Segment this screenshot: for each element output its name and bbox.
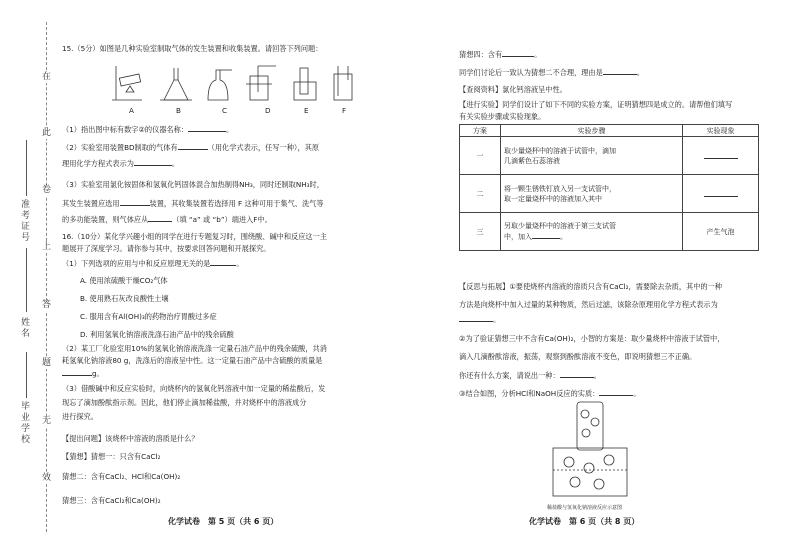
q15-2a: （2）实验室用装置BD制取的气体有 （用化学式表示，任写一种），其原: [62, 143, 320, 152]
q15-3a: （3）实验室用氯化铵固体和氢氧化钙固体混合加热制得NH₃，同时还制取NH₃时，: [62, 180, 324, 189]
q16-2c: g。: [62, 368, 104, 378]
q16-option-c: C. 服用含有Al(OH)₃的药物治疗胃酸过多症: [80, 312, 217, 321]
right-page: [397, 0, 794, 560]
discussion: 同学们讨论后一致认为猜想二不合理，理由是 。: [459, 68, 644, 77]
table-header: 方案: [460, 125, 501, 137]
q16-3c: 进行探究。: [62, 412, 98, 421]
result-cell: 产生气泡: [683, 213, 759, 251]
q15-2c: 理用化学方程式表示为 。: [62, 159, 180, 168]
q16-option-b: B. 使用熟石灰改良酸性土壤: [80, 294, 169, 303]
page-footer: 化学试卷 第 5 页（共 6 页）: [168, 517, 279, 526]
binding-char: 在: [41, 72, 51, 82]
steps-line: 将一颗生锈铁钉放入另一支试管中，: [504, 184, 616, 193]
binding-char: 上: [41, 242, 51, 252]
apparatus-label-f: F: [342, 106, 347, 115]
binding-char: 卷: [41, 185, 51, 195]
binding-char: 效: [41, 473, 51, 483]
reflect-d: 滴入几滴酚酞溶液，振荡，观察到酚酞溶液不变色，即说明猜想三不正确。: [459, 352, 697, 361]
binding-char: 题: [41, 358, 51, 368]
experiment-a: 【进行实验】同学们设计了如下不同的实验方案，证明猜想四是成立的。请帮他们填写: [459, 100, 733, 109]
page-footer: 化学试卷 第 6 页（共 8 页）: [529, 517, 640, 526]
guess-two: 猜想二：含有CaCl₂、HCl和Ca(OH)₂: [62, 472, 181, 481]
q15-3b: 其发生装置应选用 装置，其收集装置若选择用 F 这种可用于集气、洗气等: [62, 199, 324, 208]
apparatus-figure: [108, 62, 360, 106]
name-field[interactable]: [26, 248, 27, 312]
school-label: 毕业学校: [20, 402, 30, 445]
exam-id-label: 准考证号: [20, 200, 30, 243]
plan-cell: 三: [460, 213, 501, 251]
table-row: [460, 175, 759, 213]
table-header: 实验现象: [683, 125, 759, 137]
table-header: 实验步骤: [501, 125, 683, 137]
apparatus-label-d: D: [265, 106, 271, 115]
q15-3d: 的多功能装置，则气体应从 （填 “a” 或 “b”）端进入F中。: [62, 215, 272, 224]
q16-stem-a: 16.（10分）某化学兴趣小组的同学在进行专题复习时，围绕酸、碱中和反应这一主: [62, 232, 327, 241]
q15-1: （1）指出图中标有数字②的仪器名称： 。: [62, 125, 234, 134]
binding-char: 无: [41, 416, 51, 426]
binding-margin: [0, 0, 58, 560]
table-header-row: [460, 125, 759, 137]
steps-line: 另取少量烧杯中的溶液于第三支试管: [504, 222, 616, 230]
apparatus-label-c: C: [222, 106, 228, 115]
q16-3b: 现忘了滴加酚酞指示剂。因此，他们停止滴加稀盐酸，并对烧杯中的溶液成分: [62, 398, 307, 407]
reflect-e: 你还有什么方案，请说出一种： 。: [459, 371, 601, 380]
reflect-c: ②为了验证猜想三中不含有Ca(OH)₂，小智的方案是：取少量烧杯中溶液于试管中，: [459, 334, 725, 343]
q16-2b: 耗氢氧化钠溶液80 g，洗涤后的溶液呈中性。这一定量石油产品中含硫酸的质量是: [62, 356, 323, 365]
q16-3a: （3）借酸碱中和反应实验时，向烧杯内的氢氧化钙溶液中加一定量的稀盐酸后，发: [62, 384, 326, 393]
reference-material: 【查阅资料】氯化钙溶液呈中性。: [459, 85, 567, 94]
apparatus-label-a: A: [129, 106, 134, 115]
exam-id-field[interactable]: [26, 140, 27, 196]
apparatus-label-e: E: [304, 106, 309, 115]
figure-caption: 稀盐酸与氢氧化钠溶液反应示意图: [547, 505, 623, 511]
reflect-blank: 。: [459, 314, 500, 324]
steps-line: 取少量烧杯中的溶液于试管中，滴加: [504, 146, 616, 155]
table-row: [460, 137, 759, 175]
guess-three: 猜想三：含有CaCl₂和Ca(OH)₂: [62, 496, 161, 505]
q16-option-d: D. 利用氢氧化钠溶液洗涤石油产品中的残余硫酸: [80, 330, 234, 339]
q16-1: （1）下列选项的应用与中和反应原理无关的是 。: [62, 259, 244, 268]
steps-line: 取一定量烧杯中的溶液加入其中: [504, 194, 602, 203]
binding-dashed-line: [46, 22, 47, 532]
plan-cell: 一: [460, 137, 501, 175]
reflect-f: ③结合如图，分析HCl和NaOH反应的实质： 。: [459, 389, 641, 398]
steps-cell: [501, 137, 683, 175]
name-label: 姓名: [20, 318, 30, 339]
result-cell[interactable]: [683, 137, 759, 175]
experiment-table: [459, 124, 759, 251]
reflect-a: 【反思与拓展】①要使烧杯内溶液的溶质只含有CaCl₂，需要除去杂质，其中的一种: [459, 282, 722, 291]
steps-cell: [501, 175, 683, 213]
ask-question: 【提出问题】该烧杯中溶液的溶质是什么？: [62, 434, 199, 443]
result-cell[interactable]: [683, 175, 759, 213]
guess-four: 猜想四：含有 。: [459, 50, 542, 59]
school-field[interactable]: [26, 352, 27, 398]
binding-char: 此: [41, 128, 51, 138]
q16-stem-b: 题展开了深度学习。请你参与其中，按要求回答问题和开展探究。: [62, 244, 271, 253]
experiment-b: 有关实验步骤或实验现象。: [459, 112, 546, 121]
guess-one: 【猜想】猜想一：只含有CaCl₂: [62, 452, 161, 461]
steps-line: 几滴紫色石蕊溶液: [504, 156, 560, 165]
q16-2a: （2）某工厂化验室用10%的氢氧化钠溶液洗涤一定量石油产品中的残余硫酸，共消: [62, 344, 327, 353]
table-row: [460, 213, 759, 251]
binding-char: 答: [41, 300, 51, 310]
reflect-b: 方法是向烧杯中加入过量的某种物质，然后过滤，该除杂原理用化学方程式表示为: [459, 300, 718, 309]
reaction-figure: [547, 400, 637, 504]
steps-line: 中，加入 。: [504, 233, 567, 241]
plan-cell: 二: [460, 175, 501, 213]
q15-stem: 15.（5分）如图是几种实验室制取气体的发生装置和收集装置。请回答下列问题：: [62, 44, 323, 53]
steps-cell: [501, 213, 683, 251]
q16-option-a: A. 使用浓硫酸干燥CO₂气体: [80, 276, 168, 285]
apparatus-label-b: B: [176, 106, 181, 115]
